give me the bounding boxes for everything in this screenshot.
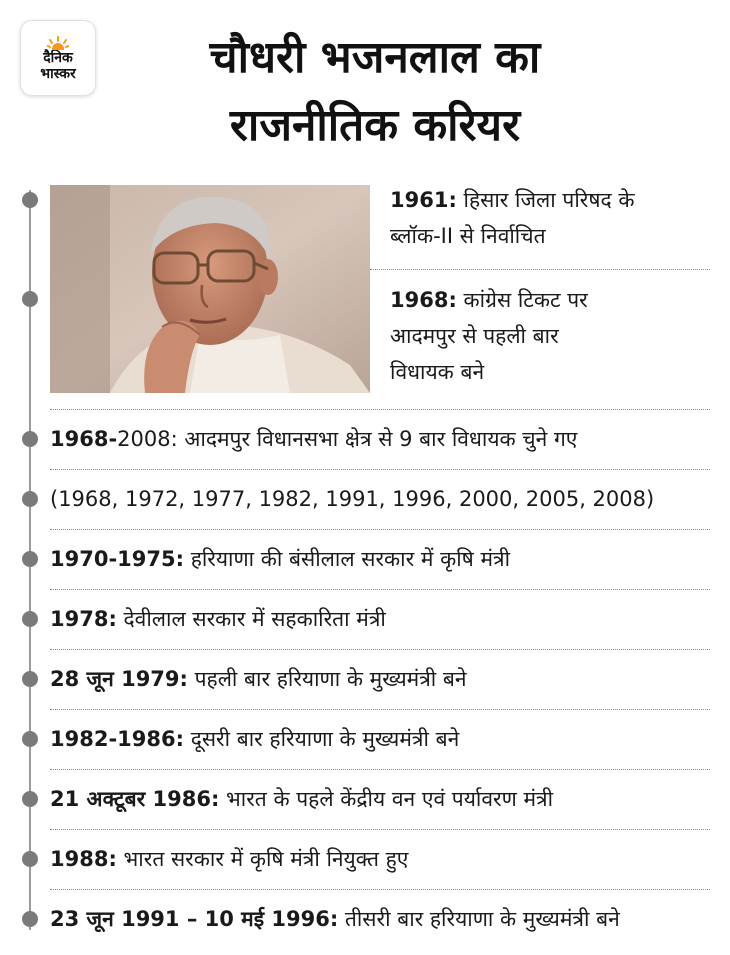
portrait-photo [50, 185, 370, 393]
entry-year: 28 जून 1979: [50, 667, 188, 691]
entry-year: 1978: [50, 607, 117, 631]
entry-text: दूसरी बार हरियाणा के मुख्यमंत्री बने [184, 727, 460, 751]
timeline-dot [22, 911, 38, 927]
entry-text: भारत सरकार में कृषि मंत्री नियुक्त हुए [116, 847, 409, 871]
dotted-divider [50, 409, 710, 410]
dotted-divider [50, 709, 710, 710]
title-line1: चौधरी भजनलाल का [209, 32, 541, 83]
entry-text-line3: विधायक बने [390, 360, 485, 384]
entry-year: 1961: [390, 188, 457, 212]
timeline-dot [22, 671, 38, 687]
dotted-divider [50, 889, 710, 890]
sun-icon [47, 35, 69, 49]
dotted-divider [50, 769, 710, 770]
timeline-entry [50, 601, 386, 637]
timeline-dot [22, 851, 38, 867]
timeline-dot [22, 491, 38, 507]
entry-text-line2: आदमपुर से पहली बार [390, 324, 559, 348]
entry-year: 21 अक्टूबर 1986: [50, 787, 220, 811]
timeline-dot [22, 291, 38, 307]
dotted-divider [50, 469, 710, 470]
entry-text: भारत के पहले केंद्रीय वन एवं पर्यावरण मंत्री [219, 787, 554, 811]
logo-text-line1: दैनिक [43, 49, 73, 66]
timeline-entry [50, 841, 408, 877]
timeline-dot [22, 731, 38, 747]
timeline-entry [50, 661, 467, 697]
entry-text-line2: ब्लॉक-II से निर्वाचित [390, 224, 546, 248]
entry-year: 1970-1975: [50, 547, 185, 571]
entry-year: 1982-1986: [50, 727, 185, 751]
entry-year: 1988: [50, 847, 117, 871]
timeline-entry [50, 721, 459, 757]
entry-year: 23 जून 1991 – 10 मई 1996: [50, 907, 339, 931]
entry-text: तीसरी बार हरियाणा के मुख्यमंत्री बने [338, 907, 620, 931]
timeline-dot [22, 791, 38, 807]
entry-year: 1968: [390, 288, 457, 312]
timeline-dot [22, 551, 38, 567]
dotted-divider [50, 649, 710, 650]
dotted-divider [370, 269, 710, 270]
timeline-entry [50, 421, 577, 457]
entry-text: 2008: आदमपुर विधानसभा क्षेत्र से 9 बार विधायक चुने गए [117, 427, 578, 451]
dotted-divider [50, 829, 710, 830]
timeline-entry [50, 541, 510, 577]
entry-text: पहली बार हरियाणा के मुख्यमंत्री बने [187, 667, 467, 691]
dotted-divider [50, 529, 710, 530]
page-title [110, 24, 640, 160]
timeline-entry [50, 781, 553, 817]
entry-year: 1968- [50, 427, 118, 451]
timeline-entry [50, 901, 620, 937]
dotted-divider [50, 589, 710, 590]
entry-text: देवीलाल सरकार में सहकारिता मंत्री [116, 607, 386, 631]
title-line2: राजनीतिक करियर [229, 100, 521, 151]
timeline-entry-1961 [390, 182, 634, 254]
timeline-dot [22, 611, 38, 627]
entry-text-line1: कांग्रेस टिकट पर [463, 288, 588, 312]
timeline-dot [22, 192, 38, 208]
timeline-entry [50, 481, 654, 517]
timeline-dot [22, 431, 38, 447]
dainik-bhaskar-logo [20, 20, 96, 96]
entry-text-line1: हिसार जिला परिषद के [463, 188, 635, 212]
entry-text: हरियाणा की बंसीलाल सरकार में कृषि मंत्री [184, 547, 511, 571]
logo-text-line2: भास्कर [40, 65, 76, 82]
timeline-entry-1968 [390, 282, 588, 390]
entry-text: (1968, 1972, 1977, 1982, 1991, 1996, 2000, 2005, 2008) [50, 487, 655, 511]
